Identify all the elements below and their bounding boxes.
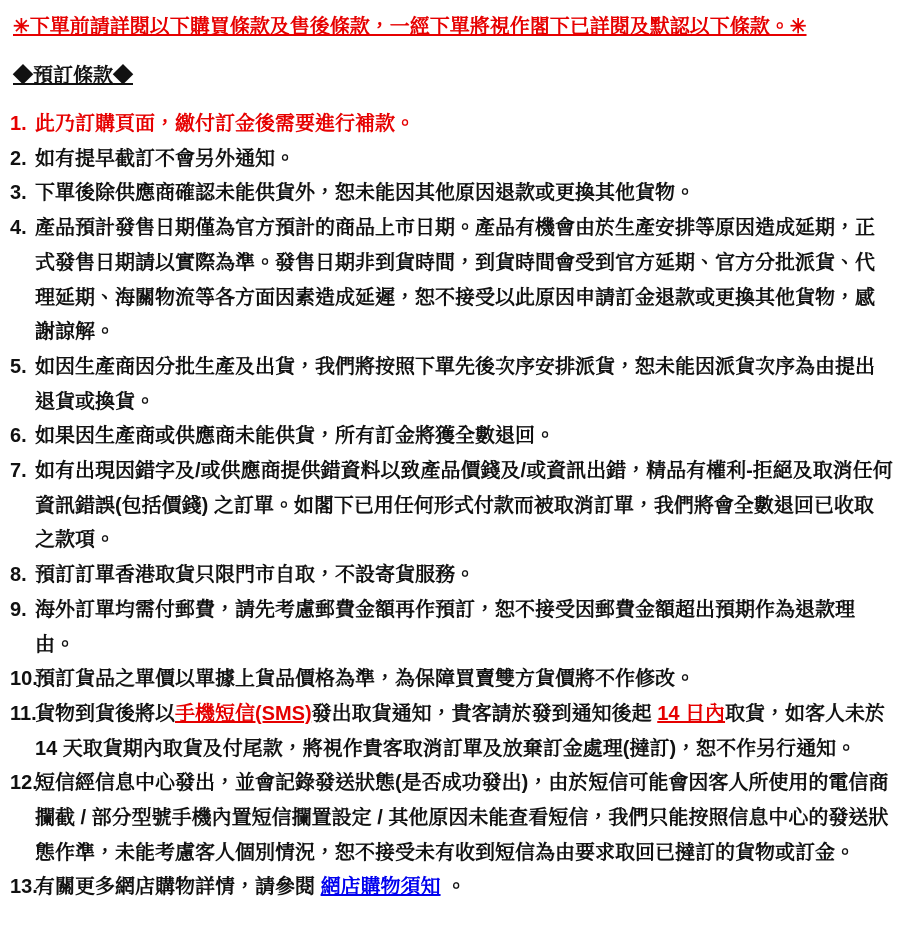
term-item: [0, 211, 913, 350]
term-item: [0, 107, 913, 142]
term-item: [0, 766, 913, 870]
term-item: [0, 662, 913, 697]
term-text-segment: 如有出現因錯字及/或供應商提供錯資料以致產品價錢及/或資訊出錯，精品有權利-拒絕及取消任何資訊錯誤(包括價錢) 之訂單。如閣下已用任何形式付款而被取消訂單，我們將會全數退回已收取之款項。: [35, 460, 893, 552]
term-item: [0, 558, 913, 593]
term-item: [0, 870, 913, 905]
term-number: 13.: [10, 876, 38, 899]
term-text-segment: 貨物到貨後將以: [35, 702, 175, 725]
term-number: 2.: [10, 147, 27, 170]
term-text-segment: 如因生產商因分批生產及出貨，我們將按照下單先後次序安排派貨，恕未能因派貨次序為由提出退貨或換貨。: [35, 355, 875, 413]
term-text-segment: 海外訂單均需付郵費，請先考慮郵費金額再作預訂，恕不接受因郵費金額超出預期作為退款理由。: [35, 598, 855, 656]
term-item: [0, 176, 913, 211]
term-number: 10.: [10, 668, 38, 691]
emphasis-red-underline: 14 日內: [657, 702, 726, 725]
pre-order-notice-banner: ✳下單前請詳閱以下購買條款及售後條款，一經下單將視作閣下已詳閱及默認以下條款。✳: [13, 16, 807, 38]
term-text-segment: 下單後除供應商確認未能供貨外，恕未能因其他原因退款或更換其他貨物。: [35, 182, 695, 205]
term-text-segment: 此乃訂購頁面，繳付訂金後需要進行補款。: [35, 113, 415, 135]
term-number: 6.: [10, 425, 27, 448]
section-title-preorder-terms: ◆預訂條款◆: [13, 65, 133, 87]
term-text-segment: 如果因生產商或供應商未能供貨，所有訂金將獲全數退回。: [35, 425, 555, 448]
term-number: 4.: [10, 217, 27, 240]
term-text-segment: 取貨，如客人未於 14 天取貨期內取貨及付尾款，將視作貴客取消訂單及放棄訂金處理(撻訂)，恕不作另行通知。: [35, 702, 886, 760]
term-item: [0, 142, 913, 177]
term-number: 9.: [10, 598, 27, 621]
term-item: [0, 419, 913, 454]
term-item: [0, 454, 913, 558]
term-text-segment: 如有提早截訂不會另外通知。: [35, 147, 295, 170]
term-number: 3.: [10, 182, 27, 205]
term-text-segment: 。: [440, 876, 467, 899]
term-number: 1.: [10, 113, 27, 135]
shop-guide-link[interactable]: 網店購物須知: [320, 876, 441, 899]
term-number: 12.: [10, 772, 38, 795]
term-number: 11.: [10, 702, 37, 725]
emphasis-red-underline: 手機短信(SMS): [175, 702, 312, 725]
term-item: [0, 593, 913, 662]
term-text-segment: 預訂訂單香港取貨只限門市自取，不設寄貨服務。: [35, 564, 475, 587]
term-number: 7.: [10, 460, 27, 483]
term-text-segment: 短信經信息中心發出，並會記錄發送狀態(是否成功發出)，由於短信可能會因客人所使用的電信商攔截 / 部分型號手機內置短信攔置設定 / 其他原因未能查看短信，我們只能按照信息中心的發送狀態作準，未能考慮客人個別情況，恕不接受未有收到短信為由要求取回已撻訂的貨物或訂金。: [35, 772, 889, 864]
term-item: [0, 350, 913, 419]
term-item: [0, 697, 913, 766]
term-number: 8.: [10, 564, 27, 587]
term-text-segment: 發出取貨通知，貴客請於發到通知後起: [311, 702, 658, 725]
term-text-segment: 預訂貨品之單價以單據上貨品價格為準，為保障買賣雙方貨價將不作修改。: [35, 668, 695, 691]
term-text-segment: 產品預計發售日期僅為官方預計的商品上市日期。產品有機會由於生產安排等原因造成延期，正式發售日期請以實際為準。發售日期非到貨時間，到貨時間會受到官方延期、官方分批派貨、代理延期、海關物流等各方面因素造成延遲，恕不接受以此原因申請訂金退款或更換其他貨物，感謝諒解。: [35, 217, 875, 344]
term-number: 5.: [10, 355, 27, 378]
terms-list: [0, 107, 913, 905]
term-text-segment: 有關更多網店購物詳情，請參閱: [35, 876, 321, 899]
